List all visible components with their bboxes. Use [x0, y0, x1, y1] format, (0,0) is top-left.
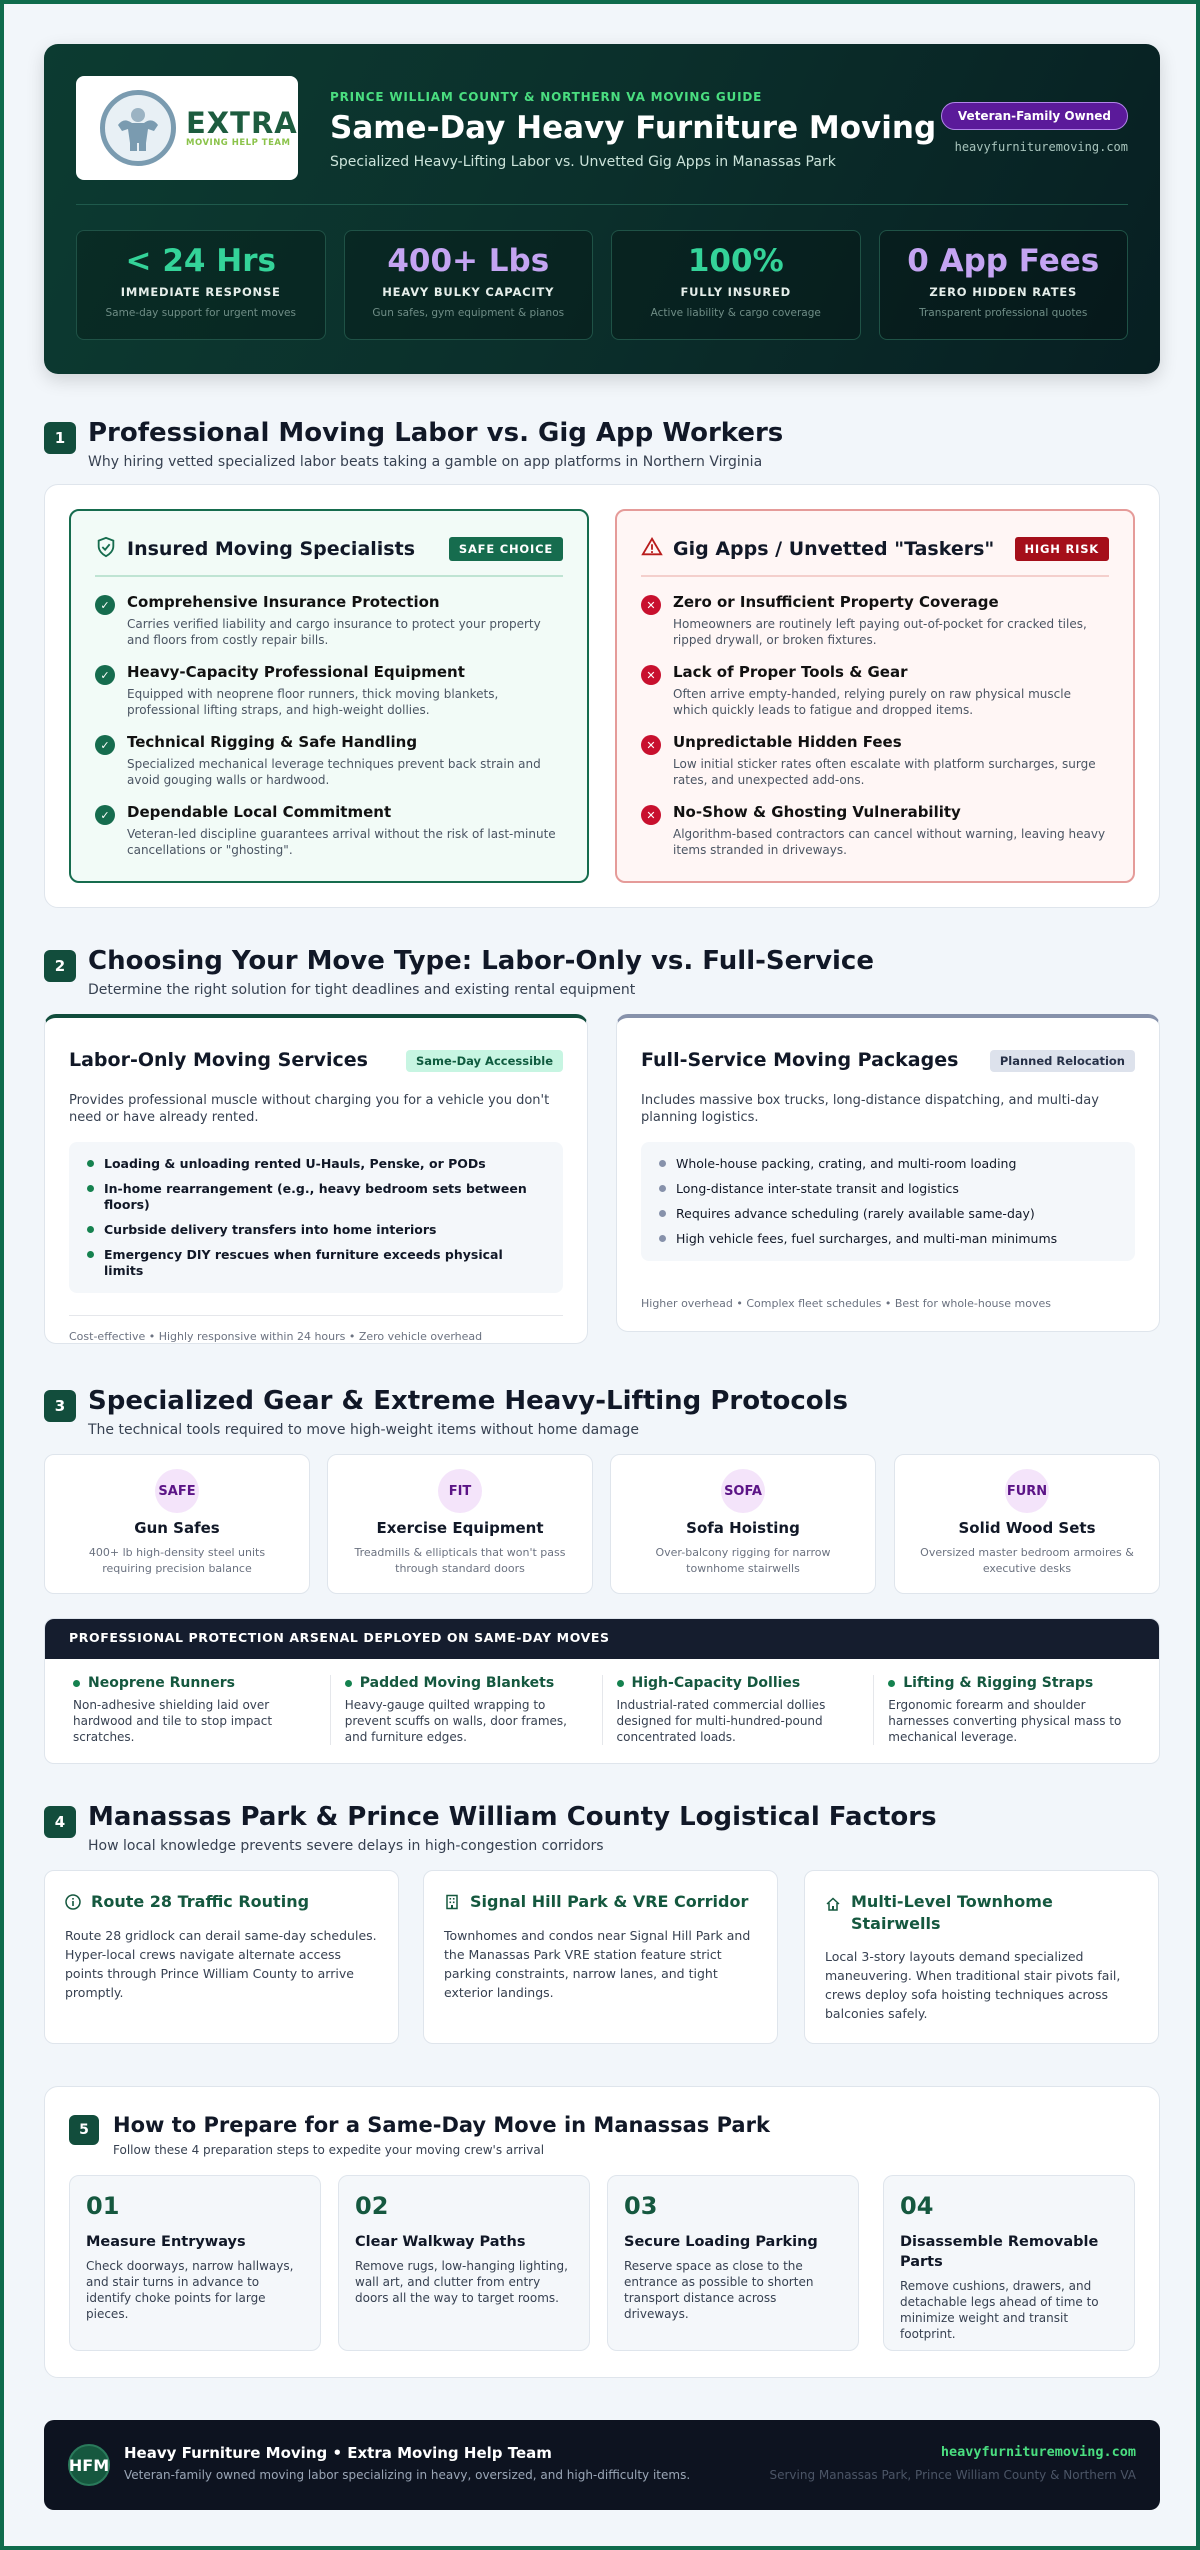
gear-card — [610, 1454, 876, 1594]
section-number: 3 — [44, 1390, 76, 1422]
stat-desc: Transparent professional quotes — [919, 307, 1088, 319]
list-item: Requires advance scheduling (rarely available same-day) — [659, 1206, 1117, 1222]
building-icon — [444, 1894, 460, 1914]
stat-label: IMMEDIATE RESPONSE — [120, 285, 281, 299]
high-risk-tag: HIGH RISK — [1015, 537, 1110, 561]
step-number: 01 — [86, 2192, 120, 2220]
item-desc: Carries verified liability and cargo insurance to protect your property and floors from costly repair bills. — [127, 617, 541, 647]
stat-value: 100% — [687, 243, 784, 279]
list-item: Loading & unloading rented U-Hauls, Penske, or PODs — [87, 1156, 545, 1172]
check-icon: ✓ — [95, 735, 115, 755]
stat-value: 400+ Lbs — [387, 243, 550, 279]
arsenal-item: High-Capacity Dollies Industrial-rated commercial dollies designed for multi-hundred-pound concentrated loads. — [602, 1675, 874, 1745]
protection-arsenal — [44, 1618, 1160, 1764]
info-icon — [65, 1894, 81, 1914]
section-number: 5 — [69, 2115, 99, 2145]
panel-divider — [641, 575, 1109, 577]
page-wrapper — [44, 44, 1160, 2482]
section-number: 4 — [44, 1806, 76, 1838]
prep-step — [69, 2175, 321, 2351]
list-item — [641, 593, 1109, 649]
insured-specialists-panel — [69, 509, 589, 883]
list-item — [95, 803, 563, 859]
section-subtitle: Follow these 4 preparation steps to expedite your moving crew's arrival — [113, 2143, 545, 2157]
gear-desc: Oversized master bedroom armoires & executive desks — [920, 1546, 1134, 1575]
logo-tagline: MOVING HELP TEAM — [186, 138, 291, 148]
list-item — [95, 663, 563, 719]
section-title: Manassas Park & Prince William County Logistical Factors — [88, 1802, 937, 1832]
footer-domain-link[interactable]: heavyfurnituremoving.com — [940, 2444, 1136, 2460]
stats-row — [76, 230, 1128, 340]
list-item — [95, 593, 563, 649]
card-footer: Higher overhead • Complex fleet schedules • Best for whole-house moves — [641, 1297, 1051, 1310]
gear-title: Gun Safes — [134, 1519, 220, 1537]
hero-subtitle: Specialized Heavy-Lifting Labor vs. Unvetted Gig Apps in Manassas Park — [330, 154, 836, 170]
mover-emblem-icon — [100, 90, 176, 166]
item-heading: Zero or Insufficient Property Coverage — [673, 593, 999, 611]
arsenal-item: Neoprene Runners Non-adhesive shielding laid over hardwood and tile to stop impact scratches. — [73, 1675, 273, 1744]
shield-check-icon — [95, 536, 117, 562]
footer-wrapper — [44, 2420, 1160, 2510]
stat-desc: Gun safes, gym equipment & pianos — [372, 307, 565, 319]
move-type-row — [44, 1014, 1160, 1344]
stat-desc: Same-day support for urgent moves — [105, 307, 296, 319]
item-desc: Low initial sticker rates often escalate with platform surcharges, surge rates, and unexpected add-ons. — [673, 757, 1096, 787]
arsenal-item: Padded Moving Blankets Heavy-gauge quilted wrapping to prevent scuffs on walls, door frames, and furniture edges. — [330, 1675, 602, 1745]
list-item: Curbside delivery transfers into home interiors — [87, 1222, 545, 1238]
hero-eyebrow: PRINCE WILLIAM COUNTY & NORTHERN VA MOVING GUIDE — [330, 90, 763, 104]
section-title: How to Prepare for a Same-Day Move in Manassas Park — [113, 2113, 770, 2137]
section-subtitle: Determine the right solution for tight deadlines and existing rental equipment — [88, 982, 636, 998]
check-icon: ✓ — [95, 595, 115, 615]
item-desc: Algorithm-based contractors can cancel without warning, leaving heavy items stranded in driveways. — [673, 827, 1106, 857]
x-icon: ✕ — [641, 805, 661, 825]
section-subtitle: Why hiring vetted specialized labor beats taking a gamble on app platforms in Northern Virginia — [88, 454, 763, 470]
item-desc: Often arrive empty-handed, relying purely on raw physical muscle which quickly leads to fatigue and dropped items. — [673, 687, 1071, 717]
panel-title: Insured Moving Specialists — [127, 538, 415, 560]
check-icon: ✓ — [95, 665, 115, 685]
local-factor-card — [44, 1870, 399, 2044]
labor-only-card — [44, 1014, 588, 1344]
list-item: High vehicle fees, fuel surcharges, and multi-man minimums — [659, 1231, 1117, 1247]
section-subtitle: How local knowledge prevents severe delays in high-congestion corridors — [88, 1838, 604, 1854]
item-heading: Dependable Local Commitment — [127, 803, 392, 821]
stat-desc: Active liability & cargo coverage — [650, 307, 821, 319]
hero-domain-link[interactable]: heavyfurnituremoving.com — [954, 140, 1128, 154]
prep-step — [338, 2175, 590, 2351]
prep-section — [44, 2086, 1160, 2378]
local-factors-row — [44, 1870, 1160, 2044]
item-desc: Specialized mechanical leverage techniques prevent back strain and avoid gouging walls or hardwood. — [127, 757, 541, 787]
feature-list — [641, 1142, 1135, 1261]
card-title: Full-Service Moving Packages — [641, 1049, 959, 1071]
section-subtitle: The technical tools required to move high-weight items without home damage — [88, 1422, 639, 1438]
arsenal-item: Lifting & Rigging Straps Ergonomic forearm and shoulder harnesses converting physical mass to mechanical leverage. — [873, 1675, 1145, 1745]
card-title: Multi-Level Townhome Stairwells — [851, 1892, 1053, 1933]
gear-desc: Treadmills & ellipticals that won't pass through standard doors — [354, 1546, 566, 1575]
brand-logo[interactable] — [76, 76, 298, 180]
x-icon: ✕ — [641, 735, 661, 755]
step-number: 03 — [624, 2192, 658, 2220]
gear-card — [44, 1454, 310, 1594]
local-factor-card — [423, 1870, 778, 2044]
item-heading: Lack of Proper Tools & Gear — [673, 663, 908, 681]
panel-title: Gig Apps / Unvetted "Taskers" — [673, 538, 995, 560]
list-item: Whole-house packing, crating, and multi-room loading — [659, 1156, 1117, 1172]
step-title: Disassemble Removable Parts — [900, 2234, 1099, 2270]
item-desc: Equipped with neoprene floor runners, thick moving blankets, professional lifting straps, and high-weight dollies. — [127, 687, 499, 717]
sofa-icon: SOFA — [721, 1469, 765, 1513]
prep-step — [607, 2175, 859, 2351]
full-service-card — [616, 1014, 1160, 1332]
safe-choice-tag: SAFE CHOICE — [449, 537, 563, 561]
card-desc: Includes massive box trucks, long-distance dispatching, and multi-day planning logistics. — [641, 1093, 1099, 1125]
comparison-card — [44, 484, 1160, 908]
card-desc: Provides professional muscle without charging you for a vehicle you don't need or have already rented. — [69, 1093, 550, 1125]
x-icon: ✕ — [641, 595, 661, 615]
gear-desc: 400+ lb high-density steel units requiring precision balance — [88, 1546, 266, 1575]
card-title: Route 28 Traffic Routing — [91, 1892, 310, 1911]
step-title: Secure Loading Parking — [624, 2234, 818, 2250]
arsenal-title: PROFESSIONAL PROTECTION ARSENAL DEPLOYED ON SAME-DAY MOVES — [45, 1619, 1159, 1659]
stat-value: 0 App Fees — [907, 243, 1100, 279]
card-desc: Route 28 gridlock can derail same-day schedules. Hyper-local crews navigate alternate access points through Prince William County to arrive promptly. — [65, 1928, 377, 2000]
hero-banner — [44, 44, 1160, 374]
section-number: 2 — [44, 950, 76, 982]
stat-label: ZERO HIDDEN RATES — [929, 285, 1078, 299]
same-day-tag: Same-Day Accessible — [406, 1050, 563, 1072]
check-icon: ✓ — [95, 805, 115, 825]
list-item — [95, 733, 563, 789]
list-item: Long-distance inter-state transit and logistics — [659, 1181, 1117, 1197]
gear-title: Exercise Equipment — [376, 1519, 544, 1537]
gear-grid — [44, 1454, 1160, 1594]
home-icon — [825, 1896, 841, 1916]
item-heading: Heavy-Capacity Professional Equipment — [127, 663, 465, 681]
gig-apps-panel — [615, 509, 1135, 883]
item-desc: Veteran-led discipline guarantees arrival without the risk of last-minute cancellations or "ghosting". — [127, 827, 556, 857]
list-item — [641, 803, 1109, 859]
step-title: Measure Entryways — [86, 2234, 246, 2250]
local-factor-card — [804, 1870, 1159, 2044]
stat-label: FULLY INSURED — [680, 285, 792, 299]
logo-wordmark: EXTRA — [186, 106, 298, 140]
x-icon: ✕ — [641, 665, 661, 685]
item-heading: No-Show & Ghosting Vulnerability — [673, 803, 961, 821]
gear-title: Solid Wood Sets — [958, 1519, 1096, 1537]
item-heading: Comprehensive Insurance Protection — [127, 593, 440, 611]
site-footer — [44, 2420, 1160, 2510]
list-item — [641, 663, 1109, 719]
veteran-badge: Veteran-Family Owned — [941, 102, 1128, 130]
fitness-icon: FIT — [438, 1469, 482, 1513]
list-item: Emergency DIY rescues when furniture exceeds physical limits — [87, 1247, 545, 1279]
hero-divider — [76, 204, 1128, 205]
gear-card — [894, 1454, 1160, 1594]
list-item — [641, 733, 1109, 789]
stat-card — [611, 230, 861, 340]
card-title: Signal Hill Park & VRE Corridor — [470, 1892, 749, 1911]
stat-label: HEAVY BULKY CAPACITY — [382, 285, 555, 299]
step-desc: Remove cushions, drawers, and detachable legs ahead of time to minimize weight and transit footprint. — [900, 2279, 1099, 2341]
card-title: Labor-Only Moving Services — [69, 1049, 368, 1071]
prep-step — [883, 2175, 1135, 2351]
item-heading: Technical Rigging & Safe Handling — [127, 733, 418, 751]
gear-title: Sofa Hoisting — [686, 1519, 800, 1537]
arsenal-wrapper — [44, 1618, 1160, 1764]
section-title: Specialized Gear & Extreme Heavy-Lifting Protocols — [88, 1386, 849, 1416]
gear-card — [327, 1454, 593, 1594]
prep-card — [44, 2086, 1160, 2378]
footer-subtitle: Veteran-family owned moving labor specializing in heavy, oversized, and high-difficulty items. — [124, 2468, 691, 2482]
safe-icon: SAFE — [155, 1469, 199, 1513]
panel-divider — [95, 575, 563, 577]
footer-logo[interactable]: HFM — [68, 2444, 110, 2486]
section-number: 1 — [44, 422, 76, 454]
step-desc: Reserve space as close to the entrance as possible to shorten transport distance across driveways. — [624, 2259, 814, 2321]
footer-title: Heavy Furniture Moving • Extra Moving Help Team — [124, 2444, 552, 2462]
furniture-icon: FURN — [1005, 1469, 1049, 1513]
card-desc: Local 3-story layouts demand specialized maneuvering. When traditional stair pivots fail, crews deploy sofa hoisting techniques across balconies safely. — [825, 1949, 1121, 2021]
gear-desc: Over-balcony rigging for narrow townhome stairwells — [655, 1546, 831, 1575]
stat-card — [879, 230, 1129, 340]
step-title: Clear Walkway Paths — [355, 2234, 526, 2250]
step-desc: Check doorways, narrow hallways, and stair turns in advance to identify choke points for large pieces. — [86, 2259, 294, 2321]
step-desc: Remove rugs, low-hanging lighting, wall art, and clutter from entry doors all the way to target rooms. — [355, 2259, 568, 2305]
planned-relocation-tag: Planned Relocation — [990, 1050, 1135, 1072]
step-number: 04 — [900, 2192, 934, 2220]
card-desc: Townhomes and condos near Signal Hill Park and the Manassas Park VRE station feature strict parking constraints, narrow lanes, and tight exterior landings. — [444, 1928, 751, 2000]
stat-value: < 24 Hrs — [125, 243, 276, 279]
feature-list — [69, 1142, 563, 1293]
warning-icon — [641, 536, 663, 562]
item-desc: Homeowners are routinely left paying out-of-pocket for cracked tiles, ripped drywall, or broken fixtures. — [673, 617, 1087, 647]
section-title: Professional Moving Labor vs. Gig App Workers — [88, 418, 784, 448]
section-title: Choosing Your Move Type: Labor-Only vs. Full-Service — [88, 946, 874, 976]
item-heading: Unpredictable Hidden Fees — [673, 733, 902, 751]
list-item: In-home rearrangement (e.g., heavy bedroom sets between floors) — [87, 1181, 545, 1213]
footer-service-area: Serving Manassas Park, Prince William County & Northern VA — [769, 2468, 1136, 2482]
card-footer: Cost-effective • Highly responsive within 24 hours • Zero vehicle overhead — [69, 1315, 563, 1343]
page-title: Same-Day Heavy Furniture Moving — [330, 110, 937, 146]
stat-card — [344, 230, 594, 340]
step-number: 02 — [355, 2192, 389, 2220]
stat-card — [76, 230, 326, 340]
